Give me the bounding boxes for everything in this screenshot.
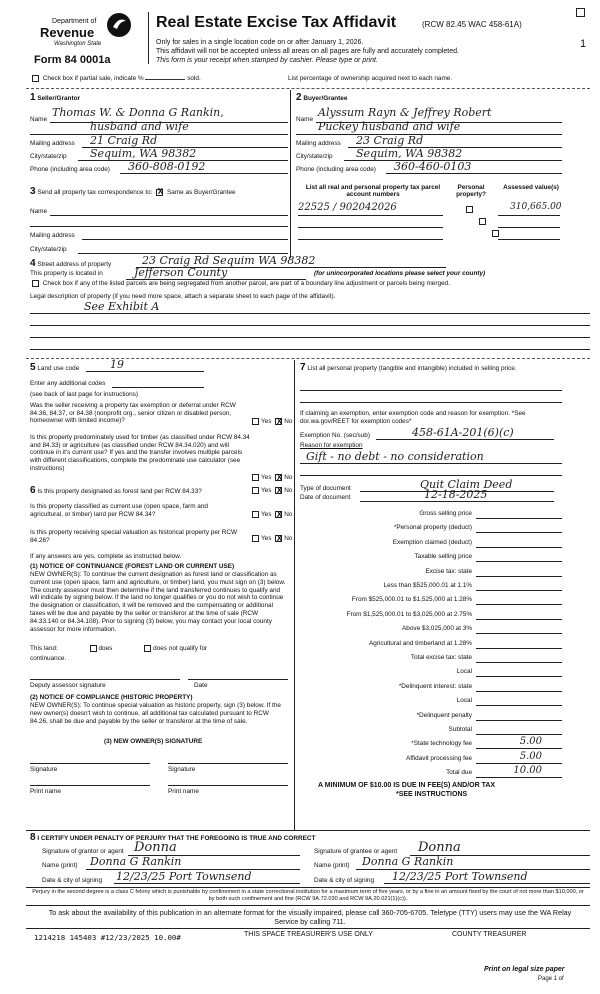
seller-name-line1[interactable]: Thomas W. & Donna G Rankin, [52,106,224,119]
seller-name-label: Name [30,116,48,123]
tax-row [300,767,570,781]
section-property: 4 Street address of property 23 Craig Rd Sequim WA 98382 This property is located in Jefferson County (for unincorporated locations please select your county) Check box if any of the listed parcels are being segregated from another parcel, are part of a boundary line adjustment or parcels being merged. Legal description of property (if you need more space, attach a separate sheet to each page of the affidavit). See Exhibit A [30,258,590,269]
corr-mailing-label: Mailing address [30,232,75,239]
partial-sale-row [30,75,590,82]
section-seller: 1 Seller/Grantor Name Thomas W. & Donna G Rankin, husband and wife Mailing address 21 Craig Rd City/state/zip Sequim, WA 98382 Phone (including area code) 360-808-0192 [30,92,290,103]
partial-sale-label: Check box if partial sale, indicate % [42,75,144,83]
cashier-stamp: 1214218 145403 #12/23/2025 10.00# [34,933,181,942]
buyer-city[interactable]: Sequim, WA 98382 [356,147,463,160]
doc-type[interactable]: Quit Claim Deed [420,478,513,491]
section-correspondence: 3 Send all property tax correspondence to: X Same as Buyer/Grantee Name Mailing address City/state/zip [30,186,290,197]
timber-no-checkbox[interactable] [275,474,282,481]
tax-row-line [476,648,562,649]
partial-sale-checkbox[interactable] [32,75,39,82]
notice1-title: (1) NOTICE OF CONTINUANCE (FOREST LAND OR CURRENT USE) [30,563,235,570]
page-number: Page 1 of [538,976,564,982]
agency-line1: Department of [52,18,97,25]
tax-row-label: Exemption claimed (deduct) [392,538,472,546]
buyer-phone-label: Phone (including area code) [296,166,376,173]
tax-row-value[interactable]: 10.00 [513,765,542,777]
seller-mailing-label: Mailing address [30,140,75,147]
does-checkbox[interactable] [90,645,97,652]
grantee-name[interactable]: Donna G Rankin [362,855,454,868]
minimum-due: A MINIMUM OF $10.00 IS DUE IN FEE(S) AND/OR TAX [318,782,496,789]
ownership-note: List percentage of ownership acquired next to each name. [288,75,453,82]
doc-type-label: Type of document [300,485,351,492]
grantee-signature[interactable]: Donna [418,840,461,855]
timber-yes-checkbox[interactable] [252,474,259,481]
same-as-buyer-label: Same as Buyer/Grantee [167,189,236,196]
grantee-name-label: Name (print) [314,862,350,869]
buyer-phone[interactable]: 360-460-0103 [394,160,472,173]
tax-row-label: Total excise tax: state [410,654,472,661]
personal-header: Personal property? [456,184,486,198]
section-certify: 8 I CERTIFY UNDER PENALTY OF PERJURY THAT THE FOREGOING IS TRUE AND CORRECT Signature of grantor or agent Donna Name (print) Donna G Rankin Date & city of signing 12/23/25 Port Townsend Signature of grantee or agent Donna Name (print) Donna G Rankin Date & city of signing 12/23/25 Port Townsend [30,832,590,843]
tax-row-label: Less than $525,000.01 at 1.1% [383,582,472,589]
owner-print-label-1: Print name [30,788,61,795]
segregated-row [30,280,450,287]
tax-row-line [476,720,562,721]
exemption-reason[interactable]: Gift - no debt - no consideration [306,450,484,463]
tax-row-label: *Delinquent interest: state [398,682,472,690]
doc-date-label: Date of document [300,494,351,501]
buyer-name-line2[interactable]: Puckey husband and wife [318,120,461,133]
tax-row-label: *Personal property (deduct) [393,524,472,532]
tax-row-label: Local [456,697,472,705]
buyer-mailing[interactable]: 23 Craig Rd [356,134,424,147]
assessed-header: Assessed value(s) [503,184,559,191]
see-instructions: *SEE INSTRUCTIONS [396,791,468,798]
reason-label: Reason for exemption [300,442,363,449]
timber-question: Is this property predominately used for timber (as classified under RCW 84.34 and 84.33) or agriculture (as classified under RCW 84.34.020) and will continue in it's current use? If yes and the transfer involves multiple parcels with different classifications, complete the predominate use calculator (see instructions) [30,434,250,472]
seller-city-label: City/state/zip [30,153,67,160]
doc-date[interactable]: 12-18-2025 [424,488,488,501]
corner-box[interactable] [576,8,585,17]
tax-row [300,508,570,522]
notice1-body: NEW OWNER(S): To continue the current designation as forest land or classification as current use (open space, farm and agriculture, or timber) land, you must sign on (3) below. The county assessor must then determine if the land transferred continues to qualify and will indicate by signing below. If the land no longer qualifies or you do not wish to continue the designation or classification, it will be removed and the compensating or additional taxes will be due and payable by the seller or transferor at the time of sale (RCW 84.33.140 or 84.34.108). Prior to signing (3) below, you may contact your local county assessor for more information. [30,571,286,633]
tax-row-line [476,676,562,677]
section-forest: 6 Is this property designated as forest land per RCW 84.33? Yes X No Is this property classified as current use (open space, farm and agricultural, or timber) land per RCW 84.34? Yes X No Is this property receiving special valuation as historical property per RCW 84.26? Yes X No If any answers are yes, complete as instructed below. (1) NOTICE OF CONTINUANCE (FOREST LAND OR CURRENT USE) NEW OWNER(S): To continue the current designation as forest land or classification as current use (open space, farm and agriculture, or timber) land, you must sign on (3) below. The county assessor must then determine if the land transferred continues to qualify and will indicate by signing below. If the land no longer qualifies or you do not wish to continue the designation or classification, it will be removed and the compensating or additional taxes will be due and payable by the seller or transferor at the time of sale (RCW 84.33.140 or 84.34.108). Prior to signing (3) below, you may contact your local county assessor for more information. This land: does does not qualify for continuance. Deputy assessor signature Date (2) NOTICE OF COMPLIANCE (HISTORIC PROPERTY) NEW OWNER(S): To continue special valuation as historic property, sign (3) below. If the new owner(s) doesn't wish to continue, all additional tax calculated pursuant to RCW 84.26, shall be due and payable by the seller or transferor at the time of sale. (3) NEW OWNER(S) SIGNATURE Signature Signature Print name Print name [30,485,292,496]
deputy-date-label: Date [194,682,208,689]
corner-mark: 1 [580,38,587,50]
tax-row-label: Subtotal [448,726,472,733]
legal-label: Legal description of property (if you need more space, attach a separate sheet to each page of the affidavit). [30,293,336,300]
see-back-label: (see back of last page for instructions) [30,391,138,398]
notice-line2: This affidavit will not be accepted unless all areas on all pages are fully and accurately completed. [156,48,459,55]
tax-row [300,666,570,680]
segregated-checkbox[interactable] [32,280,39,287]
historic-yes-checkbox[interactable] [252,535,259,542]
answer-note: If any answers are yes, complete as instructed below. [30,553,182,560]
tax-row [300,522,570,536]
corr-name-label: Name [30,208,48,215]
tax-row-line [476,763,562,764]
street-address[interactable]: 23 Craig Rd Sequim WA 98382 [142,254,316,267]
current-use-question: Is this property classified as current use (open space, farm and agricultural, or timber) land per RCW 84.34? [30,503,208,518]
tax-row [300,638,570,652]
tax-row-line [476,662,562,663]
corr-city-label: City/state/zip [30,246,67,253]
tax-row-label: Affidavit processing fee [406,754,472,762]
seller-city[interactable]: Sequim, WA 98382 [90,147,197,160]
notice2-title: (2) NOTICE OF COMPLIANCE (HISTORIC PROPERTY) [30,694,193,701]
tax-row-label: *Delinquent penalty [416,711,472,719]
tax-row [300,623,570,637]
form-title: Real Estate Excise Tax Affidavit [156,14,397,31]
grantee-date[interactable]: 12/23/25 Port Townsend [392,870,528,883]
tax-row-label: From $1,525,000.01 to $3,025,000 at 2.75% [346,610,472,618]
tax-row-value[interactable]: 5.00 [519,750,542,762]
tax-row-label: Agricultural and timberland at 1.28% [368,639,472,647]
continuance-label: continuance. [30,655,67,662]
section-personal-property: 7 List all personal property (tangible and intangible) included in selling price. If claiming an exemption, enter exemption code and reason for exemption. *See dor.wa.gov/REET for exemption codes* Exemption No. (sec/sub) 458-61A-201(6)(c) Reason for exemption Gift - no debt - no consideration Type of document Quit Claim Deed Date of document 12-18-2025 [300,362,570,373]
buyer-city-label: City/state/zip [296,153,333,160]
tax-row-line [476,576,562,577]
exemption-no-checkbox[interactable] [275,418,282,425]
dor-swirl-icon [106,12,132,38]
grantor-date[interactable]: 12/23/25 Port Townsend [116,870,252,883]
grantee-sig-label: Signature of grantee or agent [314,848,398,855]
exemption-no-label: Exemption No. (sec/sub) [300,432,370,439]
personal-property-label: List all personal property (tangible and intangible) included in selling price. [307,365,517,372]
perjury-notice: Perjury in the second degree is a class C felony which is punishable by confinement in a state correctional institution for a maximum term of five years, or by a fine in an amount fixed by the court of not more than $10,000, or by both such confinement and fine (RCW 9A.72.030 and RCW 9A.20.021(1)(c)). [32,889,584,902]
treasurer-use-label: THIS SPACE TREASURER'S USE ONLY [244,931,373,938]
tax-row-line [476,748,562,749]
notice-line3: This form is your receipt when stamped by cashier. Please type or print. [156,57,378,64]
tax-row-line [476,532,562,533]
tax-row-label: Taxable selling price [414,553,472,561]
grantee-date-label: Date & city of signing [314,877,375,884]
tax-row-line [476,619,562,620]
parcel-table [298,184,566,213]
print-legal-note: Print on legal size paper [484,966,565,973]
tax-row-line [476,561,562,562]
tax-row-line [476,777,562,778]
tax-row-label: *State technology fee [411,740,472,748]
form-number: Form 84 0001a [34,54,111,66]
owner-signature-label-2: Signature [168,766,196,773]
current-use-yes-checkbox[interactable] [252,511,259,518]
located-label: This property is located in [30,270,103,277]
sold-label: sold. [187,75,201,83]
buyer-name-label: Name [296,116,314,123]
alt-format-notice: To ask about the availability of this publication in an alternate format for the visually impaired, please call 360-705-6705. Teletype (TTY) users may use the WA Relay Service by calling 711. [48,908,572,926]
county-treasurer-label: COUNTY TREASURER [452,931,527,938]
tax-row-line [476,604,562,605]
grantor-date-label: Date & city of signing [42,877,103,884]
forest-question: Is this property designated as forest land per RCW 84.33? [37,488,202,495]
additional-codes-label: Enter any additional codes [30,380,106,387]
buyer-mailing-label: Mailing address [296,140,341,147]
tax-row-line [476,547,562,548]
segregated-label: Check box if any of the listed parcels are being segregated from another parcel, are part of a boundary line adjustment or parcels being merged. [42,280,450,288]
tax-row-line [476,518,562,519]
buyer-name-line1[interactable]: Alyssum Rayn & Jeffrey Robert [318,106,492,119]
agency-line3: Washington State [54,41,102,47]
tax-row-line [476,734,562,735]
tax-row [300,580,570,594]
current-use-no-checkbox[interactable] [275,511,282,518]
land-use-label: Land use code [37,365,80,372]
notice2-body: NEW OWNER(S): To continue special valuation as historic property, sign (3) below. If the new owner(s) doesn't wish to continue, all additional tax calculated pursuant to RCW 84.26, shall be due and payable by the seller or transferor at the time of sale. [30,702,281,725]
tax-row [300,551,570,565]
land-use-code[interactable]: 19 [110,358,124,371]
tax-row-label: From $525,000.01 to $1,525,000 at 1.28% [351,596,472,604]
does-not-checkbox[interactable] [144,645,151,652]
owner-signature-label-1: Signature [30,766,58,773]
buyer-section-label: Buyer/Grantee [303,95,348,102]
timber-yesno: Yes X No [250,474,292,481]
tax-row [300,594,570,608]
parcel-header: List all real and personal property tax parcel account numbers [305,184,441,198]
tax-row-line [476,691,562,692]
tax-row [300,710,570,724]
seller-phone[interactable]: 360-808-0192 [128,160,206,173]
tax-row-label: Gross selling price [419,510,472,517]
street-label: Street address of property [37,261,112,268]
form-header [18,8,588,78]
tax-row-label: Above $3,025,000 at 3% [402,625,472,633]
same-as-buyer-checkbox[interactable] [156,189,163,196]
dor-logo [32,10,152,60]
unincorporated-note: (for unincorporated locations please select your county) [314,270,486,277]
tax-row-label: Local [456,668,472,676]
parcel-number-1[interactable]: 22525 / 902042026 [298,202,397,213]
correspondence-label: Send all property tax correspondence to: [37,189,153,196]
tax-row [300,609,570,623]
form-statute: (RCW 82.45 WAC 458-61A) [422,20,522,29]
tax-row-line [476,705,562,706]
personal-checkbox-2[interactable] [479,218,486,225]
tax-row-label: Total due [446,769,472,777]
seller-mailing[interactable]: 21 Craig Rd [90,134,158,147]
tax-row-value[interactable]: 5.00 [519,736,542,748]
certify-label: I CERTIFY UNDER PENALTY OF PERJURY THAT THE FOREGOING IS TRUE AND CORRECT [37,835,316,842]
tax-row [300,681,570,695]
exemption-yesno: Yes X No [250,418,292,425]
notice-line1: Only for sales in a single location code on or after January 1, 2026. [156,39,364,46]
tax-row-line [476,590,562,591]
seller-section-label: Seller/Grantor [37,95,80,102]
historic-no-checkbox[interactable] [275,535,282,542]
forest-no-checkbox[interactable] [275,487,282,494]
exemption-claim-label: If claiming an exemption, enter exemption code and reason for exemption. *See dor.wa.gov/REET for exemption codes* [300,410,526,425]
assessed-value-1[interactable]: 310,665.00 [510,202,562,212]
grantor-sig-label: Signature of grantor or agent [42,848,124,855]
historic-question: Is this property receiving special valuation as historical property per RCW 84.26? [30,529,238,544]
personal-checkbox-3[interactable] [492,230,499,237]
grantor-signature[interactable]: Donna [134,840,177,855]
seller-name-line2[interactable]: husband and wife [90,120,189,133]
grantor-name-label: Name (print) [42,862,78,869]
section-land-use: 5 Land use code 19 Enter any additional codes (see back of last page for instructions) Was the seller receiving a property tax exemption or deferral under RCW 84.36, 84.37, or 84.38 (nonprofit org., senior citizen or disabled person, homeowner with limited income)? Yes X No Is this property predominately used for timber (as classified under RCW 84.34 and 84.33) or agriculture (as classified under RCW 84.34.020) and will continue in it's current use? If yes and the transfer involves multiple parcels with different classifications, complete the predominate use calculator (see instructions) Yes X No [30,362,292,373]
tax-row [300,566,570,580]
tax-row [300,652,570,666]
grantor-name[interactable]: Donna G Rankin [90,855,182,868]
this-land-row: This land: does does not qualify for [30,645,208,653]
exemption-yes-checkbox[interactable] [252,418,259,425]
forest-yes-checkbox[interactable] [252,487,259,494]
section-buyer: 2 Buyer/Grantee Name Alyssum Rayn & Jeffrey Robert Puckey husband and wife Mailing address 23 Craig Rd City/state/zip Sequim, WA 98382 Phone (including area code) 360-460-0103 [296,92,564,103]
county[interactable]: Jefferson County [134,266,228,279]
agency-line2: Revenue [40,25,95,40]
tax-row [300,537,570,551]
deputy-signature-label: Deputy assessor signature [30,682,106,689]
owner-print-label-2: Print name [168,788,199,795]
exemption-question: Was the seller receiving a property tax exemption or deferral under RCW 84.36, 84.37, or 84.38 (nonprofit org., senior citizen or disabled person, homeowner with limited income)? [30,402,236,425]
exemption-number[interactable]: 458-61A-201(6)(c) [412,426,514,439]
notice3-title: (3) NEW OWNER(S) SIGNATURE [104,738,203,745]
legal-description[interactable]: See Exhibit A [84,300,160,313]
seller-phone-label: Phone (including area code) [30,166,110,173]
tax-row-line [476,633,562,634]
tax-row [300,695,570,709]
tax-row-label: Excise tax: state [425,567,472,575]
personal-checkbox-1[interactable] [466,206,473,213]
